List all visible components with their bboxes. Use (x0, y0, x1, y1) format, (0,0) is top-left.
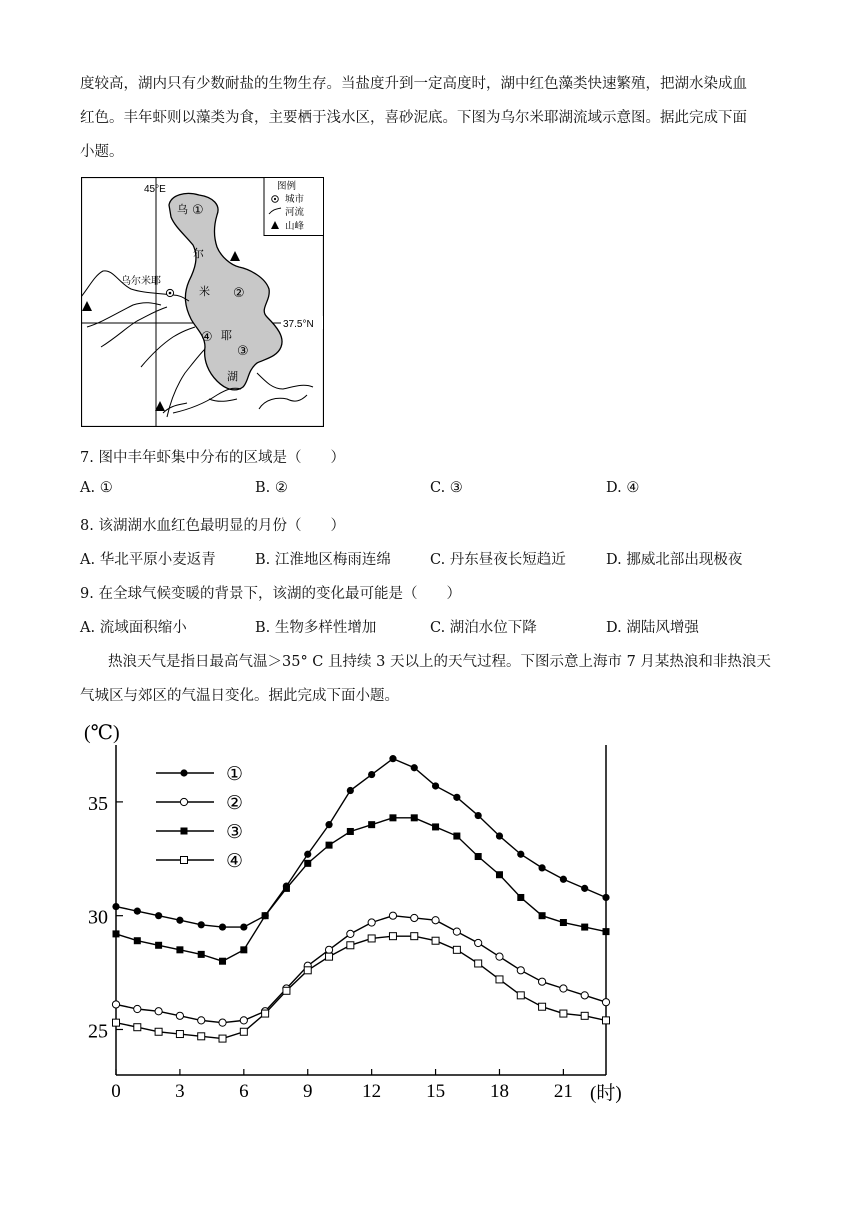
data-point (389, 814, 396, 821)
q8-option-a: A. 华北平原小麦返青 (80, 552, 216, 568)
legend-marker (180, 798, 187, 805)
q9-option-c: C. 湖泊水位下降 (430, 620, 537, 636)
data-point (176, 1012, 183, 1019)
data-point (304, 851, 311, 858)
data-point (389, 912, 396, 919)
series-line (116, 759, 606, 927)
data-point (560, 919, 567, 926)
data-point (411, 933, 418, 940)
data-point (134, 1024, 141, 1031)
temperature-chart (80, 715, 660, 1115)
data-point (113, 930, 120, 937)
data-point (219, 1019, 226, 1026)
data-point (304, 860, 311, 867)
data-point (240, 923, 247, 930)
data-point (453, 928, 460, 935)
q8-option-b: B. 江淮地区梅雨连绵 (255, 552, 391, 568)
data-point (155, 1008, 162, 1015)
data-point (176, 946, 183, 953)
legend-label: ① (226, 764, 244, 785)
q7-option-b: B. ② (255, 480, 288, 496)
data-point (432, 937, 439, 944)
data-point (155, 912, 162, 919)
data-point (432, 823, 439, 830)
lake-char: 湖 (227, 370, 238, 383)
data-point (198, 1033, 205, 1040)
data-point (113, 1019, 120, 1026)
x-axis-label: (时) (590, 1083, 622, 1104)
chart-series (112, 755, 609, 1042)
data-point (538, 864, 545, 871)
map-legend (264, 178, 324, 236)
q7-option-c: C. ③ (430, 480, 463, 496)
data-point (432, 917, 439, 924)
heat-line-2: 气城区与郊区的气温日变化。据此完成下面小题。 (80, 688, 399, 704)
data-point (538, 978, 545, 985)
data-point (176, 917, 183, 924)
marker-3: ③ (237, 344, 249, 359)
question-7-stem: 7. 图中丰年虾集中分布的区域是（ ） (80, 450, 345, 466)
data-point (112, 1001, 119, 1008)
series-2 (112, 912, 609, 1026)
data-point (389, 755, 396, 762)
lat-label: 37.5°N (283, 319, 314, 330)
data-point (602, 999, 609, 1006)
data-point (304, 967, 311, 974)
question-9-stem: 9. 在全球气候变暖的背景下，该湖的变化最可能是（ ） (80, 586, 461, 602)
data-point (453, 794, 460, 801)
data-point (539, 912, 546, 919)
data-point (581, 992, 588, 999)
x-tick-label: 15 (426, 1081, 446, 1102)
data-point (475, 853, 482, 860)
data-point (432, 782, 439, 789)
data-point (517, 992, 524, 999)
data-point (347, 930, 354, 937)
data-point (539, 1003, 546, 1010)
legend-marker (180, 769, 187, 776)
legend-city: 城市 (285, 194, 305, 205)
legend-marker (181, 828, 188, 835)
data-point (453, 833, 460, 840)
city-label: 乌尔米耶 (121, 276, 161, 287)
chart-legend (156, 764, 243, 872)
data-point (368, 919, 375, 926)
data-point (560, 985, 567, 992)
data-point (603, 1017, 610, 1024)
data-point (368, 935, 375, 942)
question-8-stem: 8. 该湖湖水血红色最明显的月份（ ） (80, 518, 345, 534)
y-tick-label: 35 (88, 792, 108, 815)
x-tick-label: 6 (239, 1081, 249, 1102)
data-point (219, 923, 226, 930)
data-point (198, 1017, 205, 1024)
data-point (517, 967, 524, 974)
data-point (496, 832, 503, 839)
data-point (389, 933, 396, 940)
lon-label: 45°E (144, 184, 166, 195)
data-point (602, 894, 609, 901)
data-point (475, 939, 482, 946)
data-point (581, 924, 588, 931)
data-point (262, 1010, 269, 1017)
data-point (134, 908, 141, 915)
data-point (325, 946, 332, 953)
data-point (496, 953, 503, 960)
legend-river: 河流 (285, 207, 305, 218)
data-point (219, 958, 226, 965)
x-tick-label: 9 (302, 1081, 313, 1102)
intro-line-3: 小题。 (80, 144, 124, 160)
data-point (453, 946, 460, 953)
q8-option-c: C. 丹东昼夜长短趋近 (430, 552, 566, 568)
data-point (198, 921, 205, 928)
data-point (347, 942, 354, 949)
data-point (496, 871, 503, 878)
data-point (219, 1035, 226, 1042)
y-tick-label: 25 (88, 1020, 108, 1043)
series-line (116, 818, 606, 961)
data-point (347, 787, 354, 794)
data-point (411, 914, 418, 921)
q9-option-b: B. 生物多样性增加 (255, 620, 377, 636)
data-point (325, 821, 332, 828)
legend-marker (181, 857, 188, 864)
data-point (560, 1010, 567, 1017)
legend-label: ④ (226, 851, 244, 872)
series-1 (112, 755, 609, 931)
data-point (581, 1012, 588, 1019)
legend-title: 图例 (277, 181, 297, 192)
data-point (155, 942, 162, 949)
data-point (475, 960, 482, 967)
data-point (283, 885, 290, 892)
heat-line-1: 热浪天气是指日最高气温＞35° C 且持续 3 天以上的天气过程。下图示意上海市 7 月某热浪和非热浪天 (108, 654, 771, 670)
legend-peak: 山峰 (285, 221, 305, 232)
intro-line-1: 度较高，湖内只有少数耐盐的生物生存。当盐度升到一定高度时，湖中红色藻类快速繁殖，把湖水染成血 (80, 76, 747, 92)
data-point (411, 764, 418, 771)
x-tick-label: 12 (362, 1081, 382, 1102)
series-4 (113, 933, 610, 1042)
data-point (176, 1031, 183, 1038)
q9-option-a: A. 流域面积缩小 (80, 620, 187, 636)
data-point (134, 1005, 141, 1012)
data-point (134, 937, 141, 944)
data-point (496, 976, 503, 983)
data-point (347, 828, 354, 835)
intro-line-2: 红色。丰年虾则以藻类为食，主要栖于浅水区，喜砂泥底。下图为乌尔米耶湖流域示意图。据此完成下面 (80, 110, 747, 126)
data-point (368, 821, 375, 828)
q8-option-d: D. 挪威北部出现极夜 (606, 552, 743, 568)
data-point (411, 814, 418, 821)
lake-char: 耶 (221, 329, 232, 342)
q7-option-d: D. ④ (606, 480, 640, 496)
y-axis-label: (℃) (84, 722, 120, 744)
lake-char: 乌 (177, 203, 188, 216)
lake-basin-map (81, 177, 324, 427)
data-point (603, 928, 610, 935)
data-point (262, 912, 269, 919)
legend-label: ② (226, 793, 244, 814)
x-tick-label: 21 (553, 1081, 573, 1102)
data-point (240, 1028, 247, 1035)
data-point (560, 876, 567, 883)
marker-4: ④ (201, 330, 213, 345)
marker-2: ② (233, 286, 245, 301)
y-tick-label: 30 (88, 906, 108, 929)
data-point (198, 951, 205, 958)
data-point (326, 842, 333, 849)
data-point (517, 894, 524, 901)
data-point (581, 885, 588, 892)
data-point (326, 953, 333, 960)
x-tick-label: 0 (111, 1081, 121, 1102)
series-line (116, 916, 606, 1023)
data-point (517, 851, 524, 858)
x-tick-label: 3 (175, 1081, 185, 1102)
q7-option-a: A. ① (80, 480, 113, 496)
data-point (240, 1017, 247, 1024)
data-point (155, 1028, 162, 1035)
q9-option-d: D. 湖陆风增强 (606, 620, 699, 636)
lake-char: 尔 (193, 247, 204, 260)
x-tick-label: 18 (489, 1081, 509, 1102)
legend-label: ③ (226, 822, 244, 843)
data-point (283, 987, 290, 994)
lake-char: 米 (199, 285, 210, 298)
data-point (240, 946, 247, 953)
data-point (368, 771, 375, 778)
data-point (112, 903, 119, 910)
data-point (475, 812, 482, 819)
marker-1: ① (192, 203, 204, 218)
